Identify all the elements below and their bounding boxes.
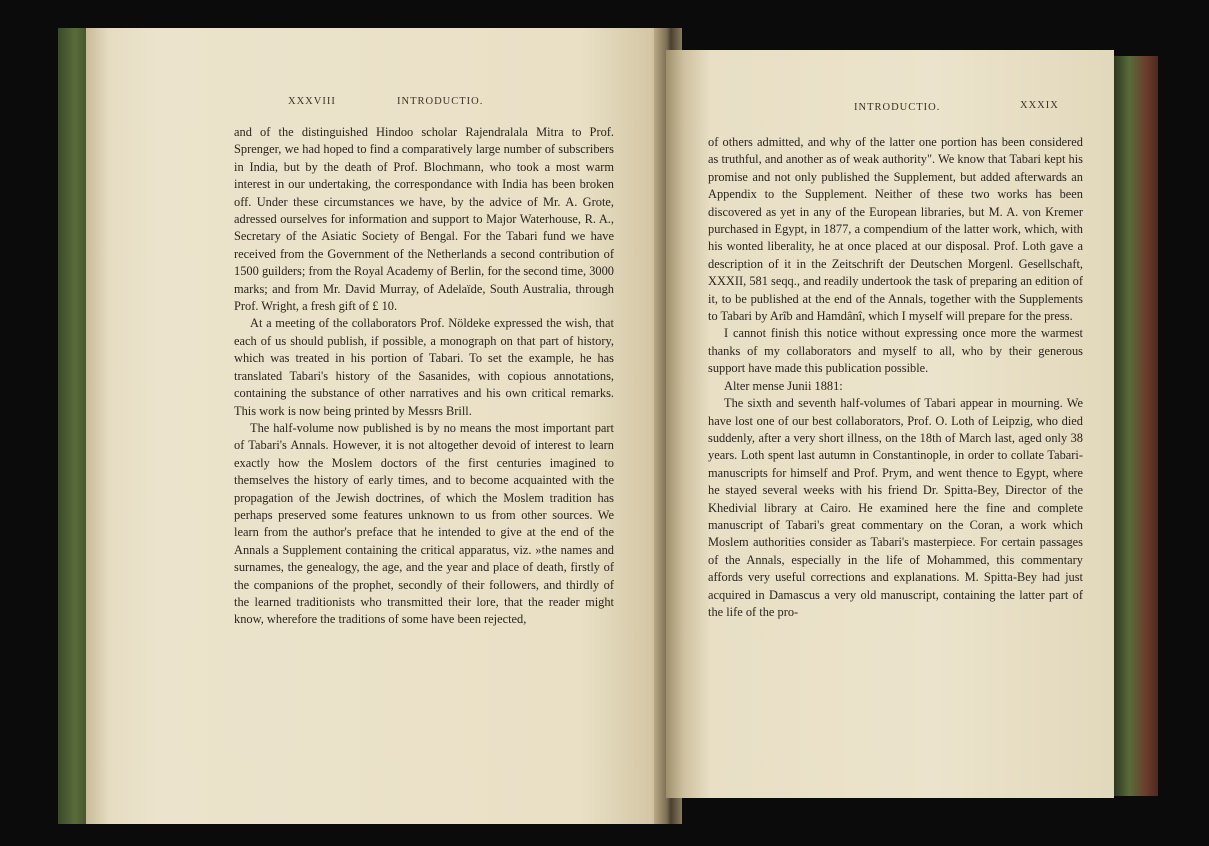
open-book — [58, 22, 1158, 828]
paragraph: I cannot finish this notice without expressing once more the warmest thanks of my collaborators and myself to all, who by their generous support have made this publication possible. — [708, 326, 1083, 376]
paragraph: The half-volume now published is by no means the most important part of Tabari's Annals. However, it is not altogether devoid of interest to learn exactly how the Moslem doctors of the first centuries imagined to themselves the history of early times, and to become acquainted with the propagation of the Jewish doctrines, of which the Moslem tradition has perhaps preserved some features unknown to us from other sources. We learn from the author's preface that he intended to give at the end of the Annals a Supplement containing the critical apparatus, viz. »the names and surnames, the genealogy, the age, and the year and place of death, firstly of the companions of the prophet, secondly of their followers, and thirdly of the learned traditionists who transmitted their lore, that the reader might know, wherefore the traditions of some have been rejected, — [234, 420, 614, 627]
paragraph: The sixth and seventh half-volumes of Tabari appear in mourning. We have lost one of our best collaborators, Prof. O. Loth of Leipzig, who died suddenly, after a very short illness, on the 18th of March last, aged only 38 years. Loth spent last autumn in Constantinople, in order to collate Tabari-manuscripts for himself and Prof. Prym, and went thence to Egypt, where he stayed several weeks with his friend Dr. Spitta-Bey, Director of the Khedivial library at Cairo. He examined here the fine and complete manuscript of Tabari's great commentary on the Coran, a work which Moslem authorities consider as Tabari's masterpiece. For certain passages of the Annals, especially in the life of Mohammed, this commentary affords very useful corrections and explanations. M. Spitta-Bey had just acquired in Damascus a very old manuscript, containing the latter part of the life of the pro- — [708, 396, 1083, 619]
paragraph: of others admitted, and why of the latter one portion has been considered as truthful, and another as of weak authority". We know that Tabari kept his promise and not only published the Supplement, but added afterwards an Appendix to the Supplement. Neither of these two works has been discovered as yet in any of the European libraries, but M. A. von Kremer purchased in Egypt, in 1877, a compendium of the latter work, which, with his wonted liberality, he at once placed at our disposal. Prof. Loth gave a description of it in the Zeitschrift der Deutschen Morgenl. Gesellschaft, XXXII, 581 seqq., and readily undertook the task of preparing an edition of it, to be published at the end of the Annals, together with the Supplements to Tabari by Arîb and Hamdânî, which I myself will prepare for the press. — [708, 135, 1083, 324]
right-page — [666, 50, 1114, 798]
right-page-body — [708, 134, 1083, 621]
paragraph: At a meeting of the collaborators Prof. Nöldeke expressed the wish, that each of us should publish, if possible, a monograph on that part of history, which was treated in his portion of Tabari. To set the example, he has translated Tabari's history of the Sasanides, with copious annotations, containing the substance of other narratives and his own critical remarks. This work is now being printed by Messrs Brill. — [234, 316, 614, 418]
left-running-head: INTRODUCTIO. — [397, 96, 484, 107]
left-page-body — [234, 124, 614, 629]
book-cover-right-edge — [1114, 56, 1158, 796]
left-page — [86, 28, 668, 824]
paragraph: Alter mense Junii 1881: — [724, 378, 843, 393]
right-running-head: INTRODUCTIO. — [854, 102, 941, 113]
right-page-number: XXXIX — [1020, 100, 1059, 111]
left-page-number: XXXVIII — [288, 96, 336, 107]
paragraph: and of the distinguished Hindoo scholar Rajendralala Mitra to Prof. Sprenger, we had hoped to find a comparatively large number of subscribers in India, but by the death of Prof. Blochmann, who took a most warm interest in our undertaking, the correspondance with India has been broken off. Under these circumstances we have, by the advice of Mr. A. Grote, adressed ourselves for information and support to Major Waterhouse, R. A., Secretary of the Asiatic Society of Bengal. For the Tabari fund we have received from the Government of the Netherlands a second contribution of 1500 guilders; from the Royal Academy of Berlin, for the second time, 3000 marks; and from Mr. David Murray, of Adelaïde, South Australia, through Prof. Wright, a fresh gift of £ 10. — [234, 125, 614, 314]
